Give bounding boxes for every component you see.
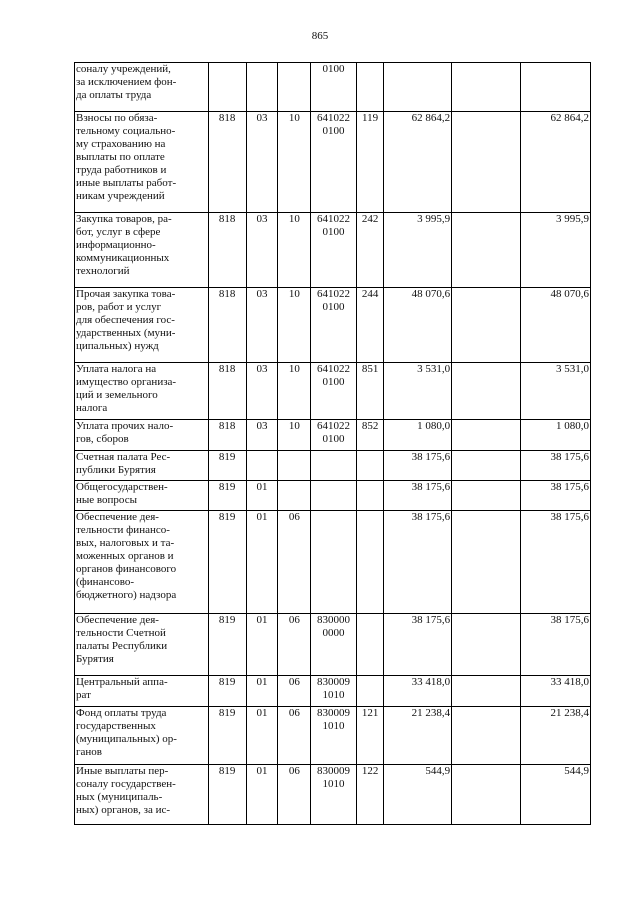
subsection-code: 10 — [278, 420, 311, 451]
table-row — [75, 676, 591, 707]
item-name: Обеспечение дея- тельности финансо- вых, налоговых и та- моженных органов и органов финансового (финансово- бюджетного) надзора — [75, 511, 209, 614]
expense-type-code: 121 — [356, 707, 384, 765]
budget-table — [74, 62, 591, 825]
target-article-code: 641022 0100 — [311, 213, 357, 288]
total-amount: 1 080,0 — [521, 420, 591, 451]
total-amount: 38 175,6 — [521, 614, 591, 676]
empty-column — [452, 707, 521, 765]
section-code: 03 — [246, 420, 278, 451]
expense-type-code — [356, 511, 384, 614]
amount: 21 238,4 — [384, 707, 452, 765]
subsection-code: 06 — [278, 511, 311, 614]
target-article-code: 641022 0100 — [311, 288, 357, 363]
section-code: 03 — [246, 112, 278, 213]
total-amount: 38 175,6 — [521, 451, 591, 481]
target-article-code: 830009 1010 — [311, 707, 357, 765]
total-amount: 62 864,2 — [521, 112, 591, 213]
amount — [384, 63, 452, 112]
ministry-code: 819 — [208, 451, 246, 481]
table-row — [75, 288, 591, 363]
target-article-code: 830009 1010 — [311, 765, 357, 825]
table-body — [75, 63, 591, 825]
item-name: Закупка товаров, ра- бот, услуг в сфере информационно- коммуникационных технологий — [75, 213, 209, 288]
total-amount: 544,9 — [521, 765, 591, 825]
expense-type-code: 852 — [356, 420, 384, 451]
table-row — [75, 707, 591, 765]
amount: 48 070,6 — [384, 288, 452, 363]
expense-type-code — [356, 614, 384, 676]
total-amount: 3 531,0 — [521, 363, 591, 420]
subsection-code: 10 — [278, 213, 311, 288]
amount: 1 080,0 — [384, 420, 452, 451]
item-name: Обеспечение дея- тельности Счетной палаты Республики Бурятия — [75, 614, 209, 676]
subsection-code: 06 — [278, 676, 311, 707]
total-amount: 38 175,6 — [521, 481, 591, 511]
empty-column — [452, 420, 521, 451]
ministry-code: 818 — [208, 112, 246, 213]
item-name: Фонд оплаты труда государственных (муниципальных) ор- ганов — [75, 707, 209, 765]
table-row — [75, 511, 591, 614]
expense-type-code — [356, 451, 384, 481]
empty-column — [452, 765, 521, 825]
total-amount — [521, 63, 591, 112]
amount: 544,9 — [384, 765, 452, 825]
subsection-code: 10 — [278, 112, 311, 213]
page-number: 865 — [311, 30, 329, 42]
subsection-code: 06 — [278, 614, 311, 676]
total-amount: 48 070,6 — [521, 288, 591, 363]
expense-type-code: 851 — [356, 363, 384, 420]
ministry-code: 818 — [208, 363, 246, 420]
table-row — [75, 213, 591, 288]
ministry-code: 818 — [208, 213, 246, 288]
section-code: 03 — [246, 213, 278, 288]
ministry-code: 819 — [208, 765, 246, 825]
expense-type-code: 242 — [356, 213, 384, 288]
section-code: 01 — [246, 676, 278, 707]
target-article-code: 0100 — [311, 63, 357, 112]
subsection-code: 06 — [278, 765, 311, 825]
empty-column — [452, 213, 521, 288]
item-name: Иные выплаты пер- соналу государствен- ных (муниципаль- ных) органов, за ис- — [75, 765, 209, 825]
section-code — [246, 63, 278, 112]
empty-column — [452, 112, 521, 213]
section-code: 01 — [246, 765, 278, 825]
empty-column — [452, 676, 521, 707]
target-article-code: 641022 0100 — [311, 363, 357, 420]
ministry-code: 818 — [208, 288, 246, 363]
subsection-code: 10 — [278, 363, 311, 420]
total-amount: 3 995,9 — [521, 213, 591, 288]
item-name: соналу учреждений, за исключением фон- да оплаты труда — [75, 63, 209, 112]
subsection-code — [278, 481, 311, 511]
ministry-code: 819 — [208, 481, 246, 511]
target-article-code — [311, 451, 357, 481]
item-name: Прочая закупка това- ров, работ и услуг для обеспечения гос- ударственных (муни- ципальных) нужд — [75, 288, 209, 363]
expense-type-code — [356, 63, 384, 112]
section-code: 01 — [246, 707, 278, 765]
table-row — [75, 112, 591, 213]
subsection-code: 10 — [278, 288, 311, 363]
item-name: Центральный аппа- рат — [75, 676, 209, 707]
total-amount: 38 175,6 — [521, 511, 591, 614]
item-name: Уплата прочих нало- гов, сборов — [75, 420, 209, 451]
amount: 3 995,9 — [384, 213, 452, 288]
item-name: Счетная палата Рес- публики Бурятия — [75, 451, 209, 481]
ministry-code — [208, 63, 246, 112]
item-name: Уплата налога на имущество организа- ций и земельного налога — [75, 363, 209, 420]
item-name: Взносы по обяза- тельному социально- му страхованию на выплаты по оплате труда работников и иные выплаты работ- никам учреждений — [75, 112, 209, 213]
amount: 38 175,6 — [384, 451, 452, 481]
expense-type-code: 122 — [356, 765, 384, 825]
total-amount: 33 418,0 — [521, 676, 591, 707]
table-row — [75, 420, 591, 451]
table-row — [75, 451, 591, 481]
target-article-code: 641022 0100 — [311, 112, 357, 213]
section-code: 01 — [246, 511, 278, 614]
amount: 33 418,0 — [384, 676, 452, 707]
amount: 38 175,6 — [384, 481, 452, 511]
ministry-code: 819 — [208, 676, 246, 707]
target-article-code: 830000 0000 — [311, 614, 357, 676]
target-article-code: 641022 0100 — [311, 420, 357, 451]
amount: 62 864,2 — [384, 112, 452, 213]
subsection-code — [278, 451, 311, 481]
table-row — [75, 765, 591, 825]
empty-column — [452, 511, 521, 614]
empty-column — [452, 481, 521, 511]
section-code: 03 — [246, 288, 278, 363]
empty-column — [452, 63, 521, 112]
amount: 3 531,0 — [384, 363, 452, 420]
amount: 38 175,6 — [384, 511, 452, 614]
ministry-code: 819 — [208, 511, 246, 614]
expense-type-code: 244 — [356, 288, 384, 363]
target-article-code: 830009 1010 — [311, 676, 357, 707]
table-row — [75, 614, 591, 676]
empty-column — [452, 451, 521, 481]
section-code: 01 — [246, 481, 278, 511]
ministry-code: 818 — [208, 420, 246, 451]
expense-type-code — [356, 676, 384, 707]
empty-column — [452, 288, 521, 363]
expense-type-code: 119 — [356, 112, 384, 213]
subsection-code: 06 — [278, 707, 311, 765]
empty-column — [452, 614, 521, 676]
empty-column — [452, 363, 521, 420]
target-article-code — [311, 481, 357, 511]
subsection-code — [278, 63, 311, 112]
table-row — [75, 481, 591, 511]
ministry-code: 819 — [208, 707, 246, 765]
expense-type-code — [356, 481, 384, 511]
ministry-code: 819 — [208, 614, 246, 676]
section-code: 01 — [246, 614, 278, 676]
section-code: 03 — [246, 363, 278, 420]
table-row — [75, 363, 591, 420]
total-amount: 21 238,4 — [521, 707, 591, 765]
item-name: Общегосударствен- ные вопросы — [75, 481, 209, 511]
target-article-code — [311, 511, 357, 614]
table-row — [75, 63, 591, 112]
section-code — [246, 451, 278, 481]
amount: 38 175,6 — [384, 614, 452, 676]
